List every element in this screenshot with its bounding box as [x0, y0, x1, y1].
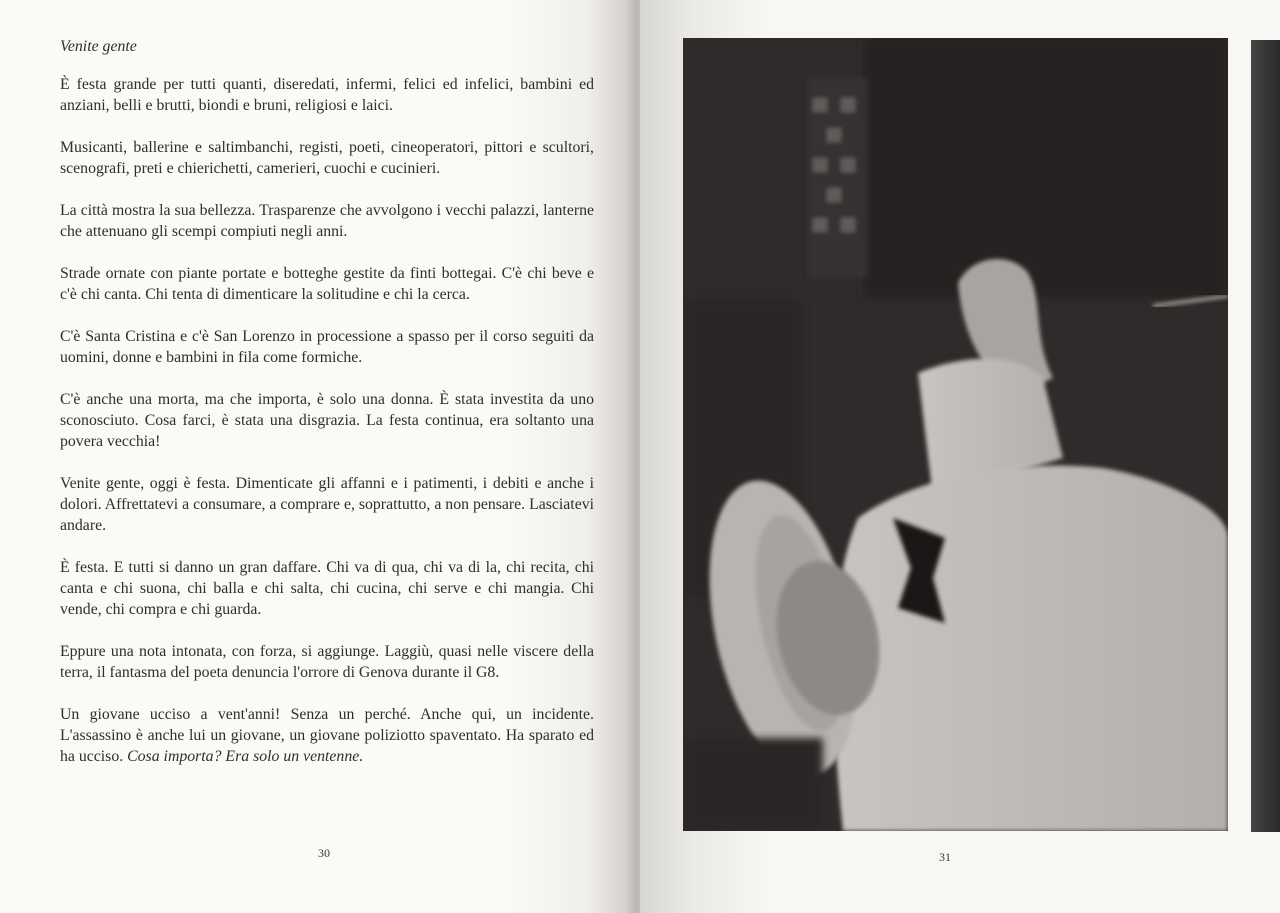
- photo: [683, 38, 1228, 831]
- last-paragraph-italic: Cosa importa? Era solo un ventenne.: [127, 748, 364, 765]
- text-block: [60, 36, 594, 767]
- paragraph: Eppure una nota intonata, con forza, si aggiunge. Laggiù, quasi nelle viscere della terra, il fantasma del poeta denuncia l'orrore di Genova durante il G8.: [60, 643, 594, 681]
- paragraph: C'è Santa Cristina e c'è San Lorenzo in processione a spasso per il corso seguiti da uomini, donne e bambini in fila come formiche.: [60, 328, 594, 366]
- last-paragraph: [60, 704, 594, 767]
- last-paragraph-text: Un giovane ucciso a vent'anni! Senza un perché. Anche qui, un incidente. L'assassino è anche lui un giovane, un giovane poliziotto spaventato. Ha sparato ed ha ucciso.: [60, 706, 594, 765]
- paragraph: È festa grande per tutti quanti, diseredati, infermi, felici ed infelici, bambini ed anziani, belli e brutti, biondi e bruni, religiosi e laici.: [60, 76, 594, 114]
- paragraph: È festa. E tutti si danno un gran daffare. Chi va di qua, chi va di la, chi recita, chi canta e chi suona, chi balla e chi salta, chi cucina, chi serve e chi mangia. Chi vende, chi compra e chi guarda.: [60, 559, 594, 618]
- paragraph: Strade ornate con piante portate e botteghe gestite da finti bottegai. C'è chi beve e c'è chi canta. Chi tenta di dimenticare la solitudine e chi la cerca.: [60, 265, 594, 303]
- photo-illustration: [683, 38, 1228, 831]
- page-number-left: 30: [318, 846, 330, 860]
- page-number-right: 31: [939, 850, 951, 864]
- chapter-title: Venite gente: [60, 38, 137, 55]
- paragraph: C'è anche una morta, ma che importa, è solo una donna. È stata investita da uno sconosciuto. Cosa farci, è stata una disgrazia. La festa continua, era soltanto una povera vecchia!: [60, 391, 594, 450]
- paragraph: La città mostra la sua bellezza. Trasparenze che avvolgono i vecchi palazzi, lanterne che attenuano gli scempi compiuti negli anni.: [60, 202, 594, 240]
- next-page-edge: [1251, 40, 1280, 832]
- paragraph: Venite gente, oggi è festa. Dimenticate gli affanni e i patimenti, i debiti e anche i dolori. Affrettatevi a consumare, a comprare e, soprattutto, a non pensare. Lasciatevi andare.: [60, 475, 594, 534]
- left-page: [0, 0, 630, 913]
- paragraph: Musicanti, ballerine e saltimbanchi, registi, poeti, cineoperatori, pittori e scultori, scenografi, preti e chierichetti, camerieri, cuochi e cucinieri.: [60, 139, 594, 177]
